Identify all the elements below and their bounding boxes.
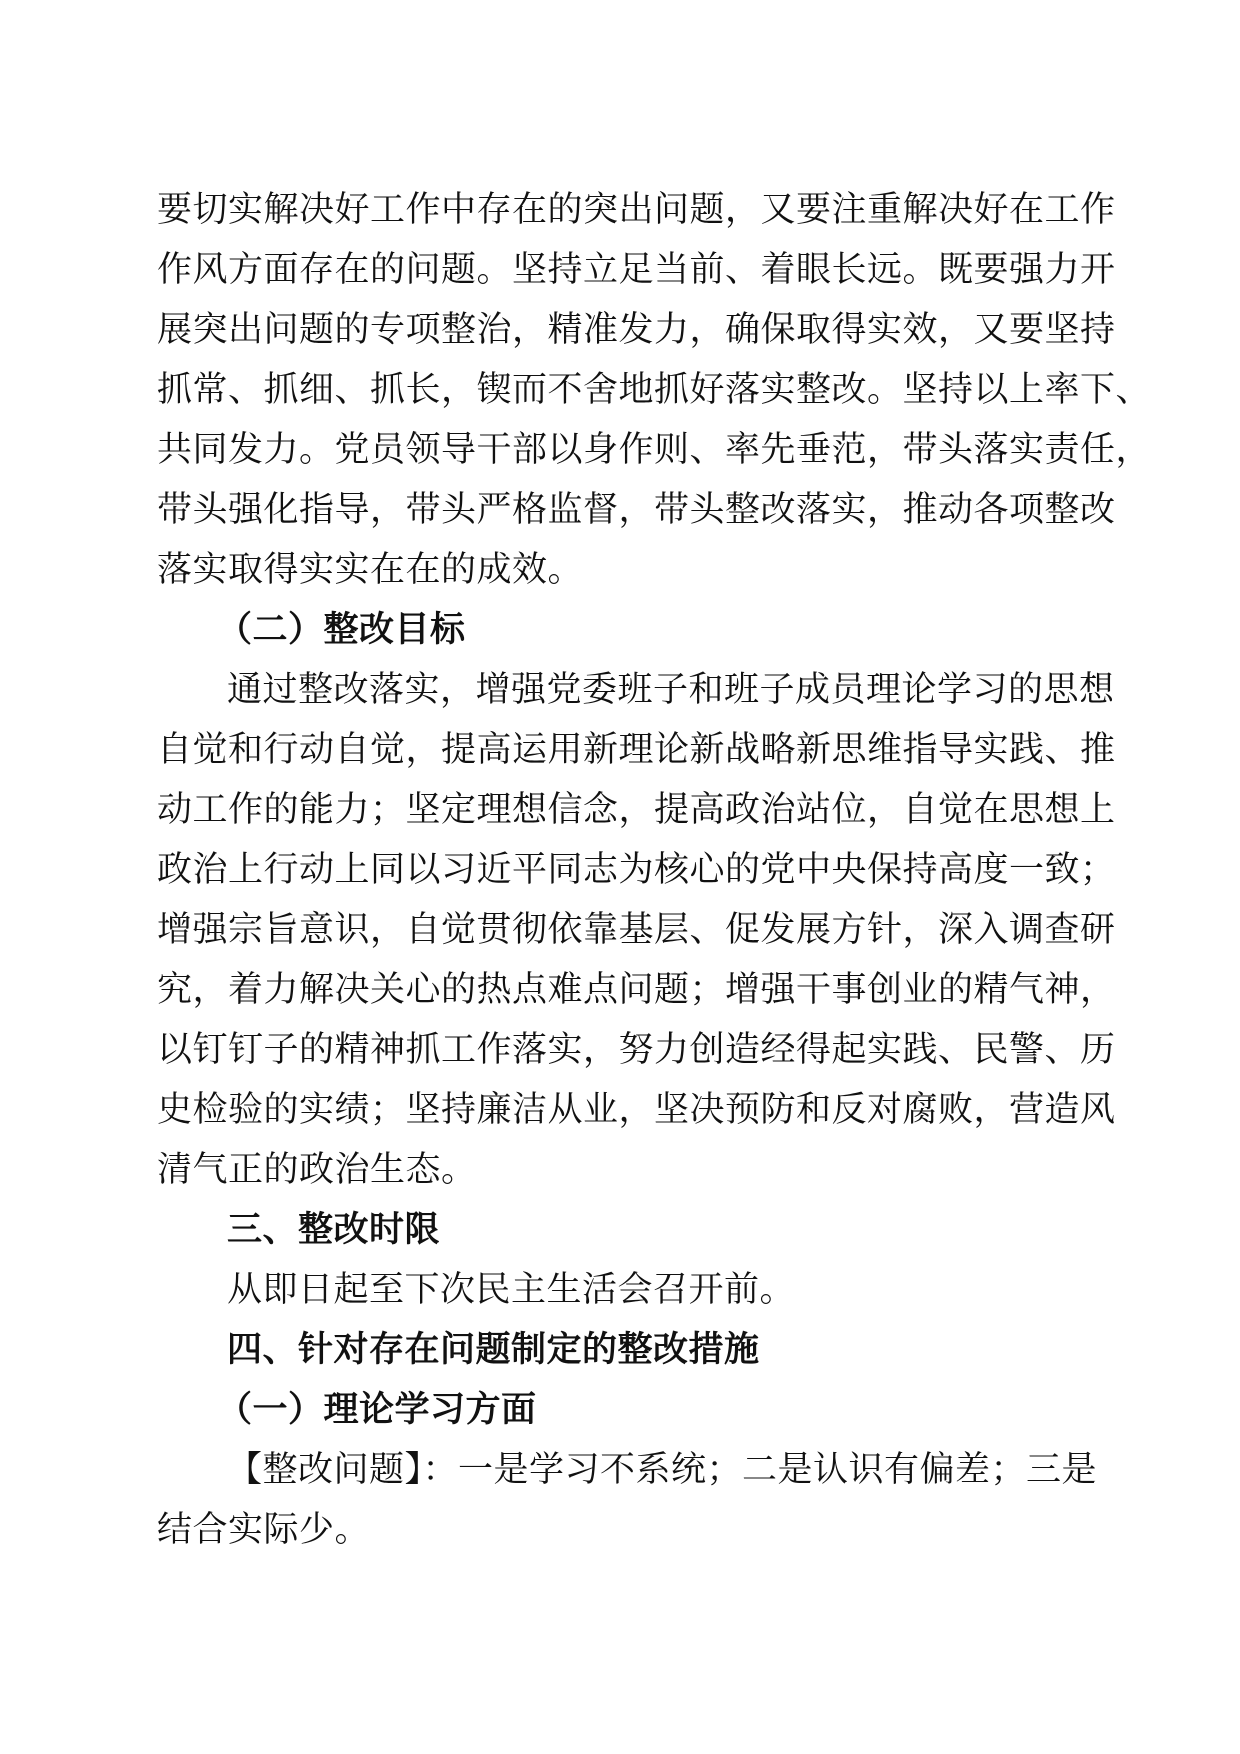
paragraph-line: 【整改问题】：一是学习不系统；二是认识有偏差；三是 <box>227 1450 1098 1490</box>
paragraph-line: 动工作的能力；坚定理想信念，提高政治站位，自觉在思想上 <box>157 790 1116 830</box>
paragraph-line: 展突出问题的专项整治，精准发力，确保取得实效，又要坚持 <box>157 310 1116 350</box>
paragraph-line: 带头强化指导，带头严格监督，带头整改落实，推动各项整改 <box>157 490 1116 530</box>
paragraph-line: 要切实解决好工作中存在的突出问题，又要注重解决好在工作 <box>157 190 1116 230</box>
section-heading-goal: （二）整改目标 <box>217 610 466 650</box>
paragraph-line: 结合实际少。 <box>157 1510 371 1550</box>
paragraph-line: 落实取得实实在在的成效。 <box>157 550 584 590</box>
paragraph-line: 作风方面存在的问题。坚持立足当前、着眼长远。既要强力开 <box>157 250 1116 290</box>
paragraph-line: 究，着力解决关心的热点难点问题；增强干事创业的精气神， <box>157 970 1116 1010</box>
paragraph-line: 以钉钉子的精神抓工作落实，努力创造经得起实践、民警、历 <box>157 1030 1116 1070</box>
paragraph-line: 自觉和行动自觉，提高运用新理论新战略新思维指导实践、推 <box>157 730 1116 770</box>
paragraph-line: 政治上行动上同以习近平同志为核心的党中央保持高度一致； <box>157 850 1116 890</box>
section-heading-time: 三、整改时限 <box>227 1210 441 1250</box>
paragraph-line: 通过整改落实，增强党委班子和班子成员理论学习的思想 <box>227 670 1115 710</box>
section-heading-theory: （一）理论学习方面 <box>217 1390 537 1430</box>
paragraph-line: 共同发力。党员领导干部以身作则、率先垂范，带头落实责任， <box>157 430 1152 470</box>
paragraph-line: 清气正的政治生态。 <box>157 1150 477 1190</box>
paragraph-line: 从即日起至下次民主生活会召开前。 <box>227 1270 796 1310</box>
paragraph-line: 增强宗旨意识，自觉贯彻依靠基层、促发展方针，深入调查研 <box>157 910 1116 950</box>
document-body <box>157 180 1152 1560</box>
section-heading-measures: 四、针对存在问题制定的整改措施 <box>227 1330 760 1370</box>
paragraph-line: 抓常、抓细、抓长，锲而不舍地抓好落实整改。坚持以上率下、 <box>157 370 1152 410</box>
paragraph-line: 史检验的实绩；坚持廉洁从业，坚决预防和反对腐败，营造风 <box>157 1090 1116 1130</box>
